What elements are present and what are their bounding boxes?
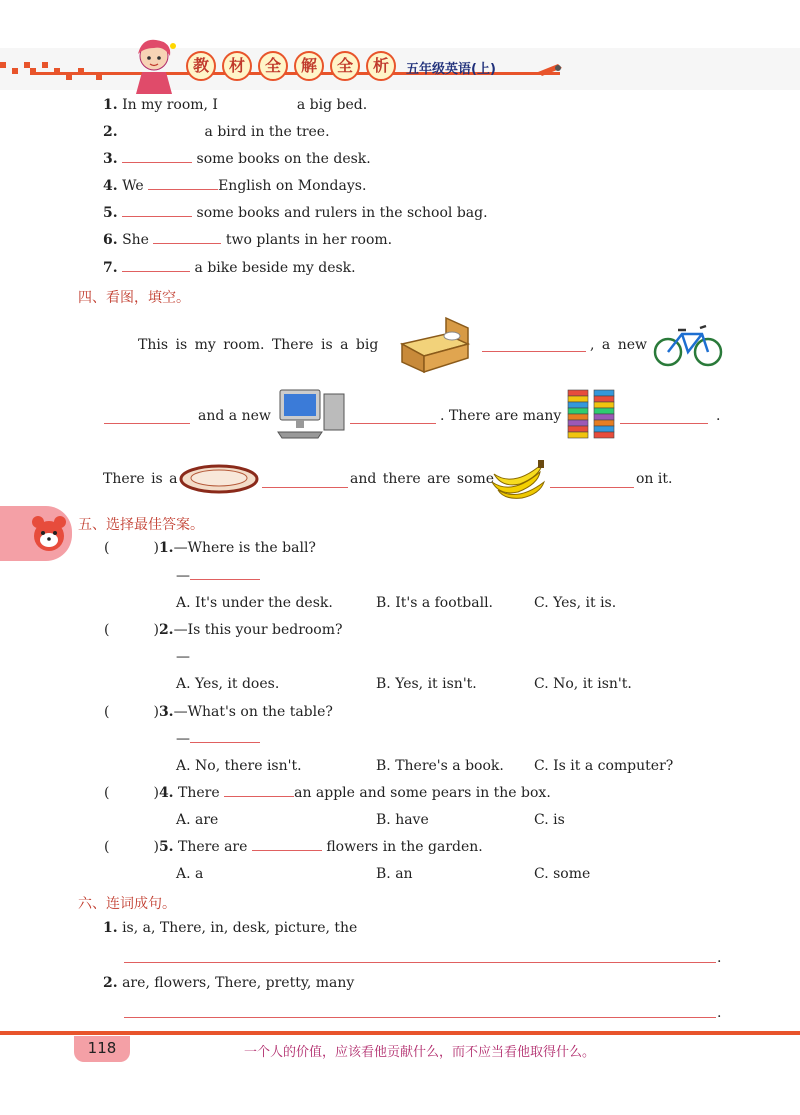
option-5a[interactable]: A. a — [176, 866, 204, 882]
answer-blank[interactable] — [620, 412, 708, 424]
option-1b[interactable]: B. It's a football. — [376, 595, 494, 611]
option-1c[interactable]: C. Yes, it is. — [534, 595, 617, 611]
picture-line-3-mid: and there are some — [350, 471, 495, 487]
fill-question-4: 4. We English on Mondays. — [103, 178, 367, 194]
answer-blank[interactable] — [148, 178, 218, 190]
answer-blank[interactable] — [122, 124, 200, 136]
title-char-5: 全 — [330, 51, 360, 81]
option-2b[interactable]: B. Yes, it isn't. — [376, 676, 477, 692]
checker-decoration — [0, 62, 130, 80]
title-char-2: 材 — [222, 51, 252, 81]
fill-question-5: 5. some books and rulers in the school bag. — [103, 205, 488, 221]
fill-question-6: 6. She two plants in her room. — [103, 232, 393, 248]
section-6-title: 六、连词成句。 — [78, 896, 176, 912]
answer-line-2-end: . — [717, 1005, 722, 1021]
answer-line-1[interactable] — [124, 962, 716, 963]
footer-motto: 一个人的价值，应该看他贡献什么，而不应当看他取得什么。 — [244, 1045, 596, 1060]
bed-icon — [396, 314, 472, 374]
section-5-title: 五、选择最佳答案。 — [78, 517, 204, 533]
fill-question-3: 3. some books on the desk. — [103, 151, 371, 167]
title-char-4: 解 — [294, 51, 324, 81]
answer-blank[interactable] — [122, 205, 192, 217]
plate-icon — [178, 462, 260, 496]
option-1a[interactable]: A. It's under the desk. — [176, 595, 333, 611]
choice-question-5: ( )5. There are flowers in the garden. — [104, 839, 483, 855]
choice-question-1: ( )1.—Where is the ball? — [104, 540, 316, 556]
answer-blank[interactable] — [104, 412, 190, 424]
choice-question-3: ( )3.—What's on the table? — [104, 704, 333, 720]
books-icon — [566, 386, 618, 446]
cartoon-girl-icon — [128, 36, 182, 96]
option-4b[interactable]: B. have — [376, 812, 429, 828]
reply-line-3: — — [176, 731, 260, 747]
title-char-1: 教 — [186, 51, 216, 81]
option-2c[interactable]: C. No, it isn't. — [534, 676, 632, 692]
pencil-icon — [536, 60, 564, 76]
picture-line-3-post: on it. — [636, 471, 673, 487]
answer-blank[interactable] — [190, 731, 260, 743]
option-3c[interactable]: C. Is it a computer? — [534, 758, 674, 774]
picture-line-2-mid: and a new — [198, 408, 271, 424]
fill-question-2: 2. a bird in the tree. — [103, 124, 330, 140]
option-3a[interactable]: A. No, there isn't. — [176, 758, 302, 774]
option-5b[interactable]: B. an — [376, 866, 413, 882]
option-5c[interactable]: C. some — [534, 866, 591, 882]
answer-blank[interactable] — [350, 412, 436, 424]
reorder-question-1: 1. is, a, There, in, desk, picture, the — [103, 920, 358, 936]
footer-rule — [0, 1031, 800, 1035]
title-char-6: 析 — [366, 51, 396, 81]
section-4-title: 四、看图，填空。 — [78, 290, 190, 306]
title-char-3: 全 — [258, 51, 288, 81]
answer-blank[interactable] — [122, 260, 190, 272]
bananas-icon — [488, 454, 548, 502]
picture-line-1-text: This is my room. There is a big — [138, 337, 379, 353]
option-2a[interactable]: A. Yes, it does. — [176, 676, 280, 692]
answer-blank[interactable] — [252, 839, 322, 851]
answer-blank[interactable] — [122, 151, 192, 163]
answer-blank[interactable] — [224, 785, 294, 797]
option-4a[interactable]: A. are — [176, 812, 219, 828]
fill-question-7: 7. a bike beside my desk. — [103, 260, 356, 276]
picture-line-2-post: . There are many — [440, 408, 562, 424]
bear-face-icon — [30, 514, 68, 554]
page-number: 118 — [74, 1036, 130, 1062]
bicycle-icon — [652, 320, 724, 368]
answer-blank[interactable] — [482, 340, 586, 352]
option-3b[interactable]: B. There's a book. — [376, 758, 504, 774]
answer-line-1-end: . — [717, 950, 722, 966]
reply-line-2: — — [176, 649, 190, 665]
answer-blank[interactable] — [190, 568, 260, 580]
picture-line-3-pre: There is a — [103, 471, 178, 487]
picture-line-1-mid: , a new — [590, 337, 647, 353]
answer-line-2[interactable] — [124, 1017, 716, 1018]
computer-icon — [276, 388, 348, 440]
reply-line-1: — — [176, 568, 260, 584]
fill-question-1: 1. In my room, I a big bed. — [103, 97, 368, 113]
header-subtitle: 五年级英语(上) — [406, 62, 496, 77]
picture-line-2-end: . — [716, 408, 721, 424]
option-4c[interactable]: C. is — [534, 812, 565, 828]
choice-question-2: ( )2.—Is this your bedroom? — [104, 622, 343, 638]
answer-blank[interactable] — [550, 476, 634, 488]
answer-blank[interactable] — [222, 97, 292, 109]
answer-blank[interactable] — [153, 232, 221, 244]
answer-blank[interactable] — [262, 476, 348, 488]
reorder-question-2: 2. are, flowers, There, pretty, many — [103, 975, 355, 991]
choice-question-4: ( )4. There an apple and some pears in the box. — [104, 785, 551, 801]
